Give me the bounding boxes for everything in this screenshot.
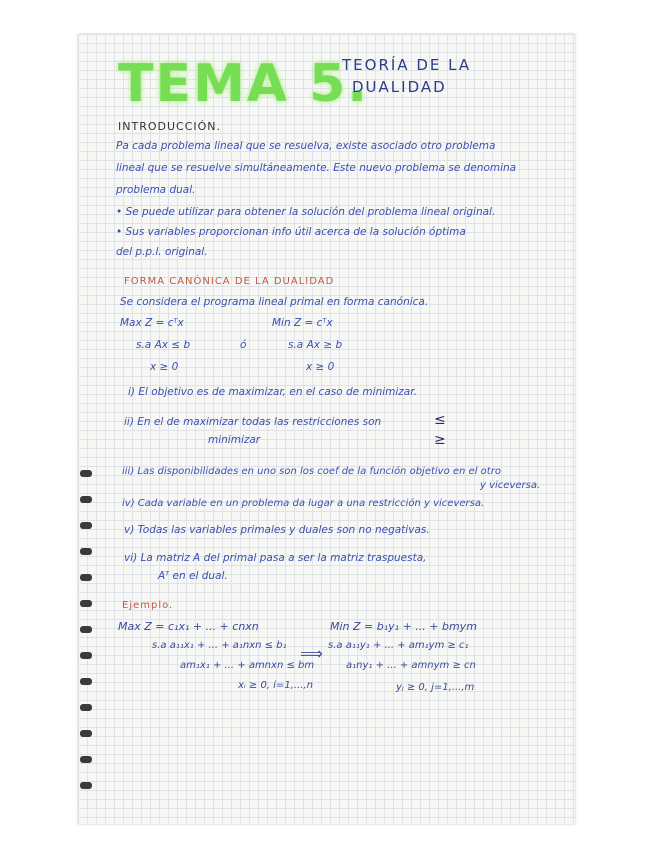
item-2-b: minimizar bbox=[208, 434, 261, 446]
item-6: vi) La matriz A del primal pasa a ser la matriz traspuesta, bbox=[124, 552, 427, 564]
ring-icon bbox=[80, 756, 92, 763]
canonical-min-objective: Min Z = cᵀx bbox=[272, 317, 333, 329]
ejemplo-primal-objective: Max Z = c₁x₁ + ... + cnxn bbox=[118, 620, 259, 633]
ring-icon bbox=[80, 730, 92, 737]
item-1: i) El objetivo es de maximizar, en el caso de minimizar. bbox=[128, 386, 417, 398]
ring-icon bbox=[80, 782, 92, 789]
tema-title: TEMA 5. bbox=[118, 54, 370, 114]
leq-symbol: ≤ bbox=[434, 412, 446, 428]
item-6-b: Aᵀ en el dual. bbox=[158, 570, 228, 582]
ring-icon bbox=[80, 574, 92, 581]
intro-line-3: problema dual. bbox=[116, 184, 196, 196]
intro-line-6: del p.p.l. original. bbox=[116, 246, 208, 258]
ejemplo-dual-objective: Min Z = b₁y₁ + ... + bmym bbox=[330, 620, 477, 633]
ejemplo-primal-constraint-m: am₁x₁ + ... + amnxn ≤ bm bbox=[180, 660, 315, 671]
connector-o: ó bbox=[240, 339, 247, 351]
ring-icon bbox=[80, 704, 92, 711]
implies-arrow: ⟹ bbox=[300, 644, 323, 663]
ring-icon bbox=[80, 522, 92, 529]
subtitle-line-1: TEORÍA DE LA bbox=[342, 56, 472, 74]
geq-symbol: ≥ bbox=[434, 432, 446, 448]
item-2: ii) En el de maximizar todas las restricciones son bbox=[124, 416, 382, 428]
ring-icon bbox=[80, 470, 92, 477]
item-4: iv) Cada variable en un problema da lugar a una restricción y viceversa. bbox=[122, 498, 485, 509]
ring-icon bbox=[80, 496, 92, 503]
item-3-b: y viceversa. bbox=[480, 480, 541, 491]
intro-heading: INTRODUCCIÓN. bbox=[118, 120, 222, 133]
primal-nonneg: x ≥ 0 bbox=[150, 361, 179, 373]
notebook-page bbox=[78, 34, 575, 824]
intro-line-1: Pa cada problema lineal que se resuelva, existe asociado otro problema bbox=[116, 140, 496, 152]
ring-icon bbox=[80, 600, 92, 607]
ejemplo-primal-constraint-1: s.a a₁₁x₁ + ... + a₁nxn ≤ b₁ bbox=[152, 640, 287, 651]
item-5: v) Todas las variables primales y duales son no negativas. bbox=[124, 524, 430, 536]
intro-line-2: lineal que se resuelve simultáneamente. Este nuevo problema se denomina bbox=[116, 162, 517, 174]
subtitle-line-2: DUALIDAD bbox=[352, 78, 447, 96]
ejemplo-dual-constraint-n: a₁ny₁ + ... + amnym ≥ cn bbox=[346, 660, 476, 671]
item-3: iii) Las disponibilidades en uno son los coef de la función objetivo en el otro bbox=[122, 466, 501, 477]
spiral-binding bbox=[80, 470, 94, 810]
ejemplo-primal-nonneg: xᵢ ≥ 0, i=1,...,n bbox=[238, 680, 313, 691]
intro-line-4: • Se puede utilizar para obtener la solución del problema lineal original. bbox=[116, 206, 496, 218]
ring-icon bbox=[80, 652, 92, 659]
ejemplo-heading: Ejemplo. bbox=[122, 600, 174, 611]
intro-line-5: • Sus variables proporcionan info útil acerca de la solución óptima bbox=[116, 226, 466, 238]
forma-canonica-intro: Se considera el programa lineal primal en forma canónica. bbox=[120, 296, 429, 308]
primal-objective: Max Z = cᵀx bbox=[120, 317, 184, 329]
ring-icon bbox=[80, 678, 92, 685]
primal-constraint: s.a Ax ≤ b bbox=[136, 339, 191, 351]
canonical-min-constraint: s.a Ax ≥ b bbox=[288, 339, 343, 351]
subtitle bbox=[342, 54, 471, 98]
ejemplo-dual-nonneg: yⱼ ≥ 0, j=1,...,m bbox=[396, 682, 475, 693]
ring-icon bbox=[80, 626, 92, 633]
ejemplo-dual-constraint-1: s.a a₁₁y₁ + ... + am₁ym ≥ c₁ bbox=[328, 640, 469, 651]
forma-canonica-heading: FORMA CANÓNICA DE LA DUALIDAD bbox=[124, 276, 335, 287]
canonical-min-nonneg: x ≥ 0 bbox=[306, 361, 335, 373]
ring-icon bbox=[80, 548, 92, 555]
